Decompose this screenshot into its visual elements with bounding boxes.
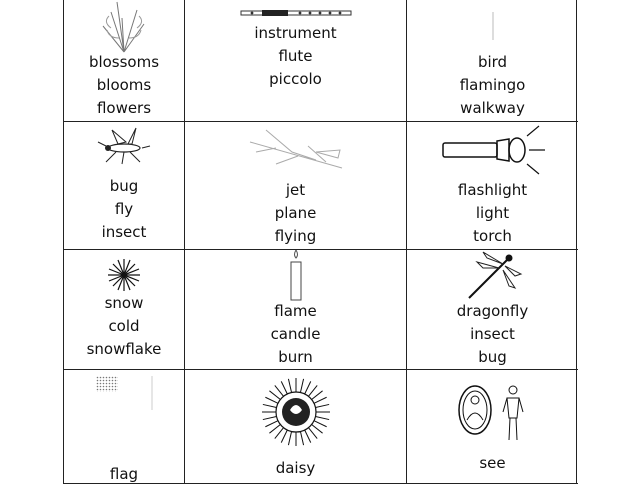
word: piccolo	[269, 70, 322, 88]
vocabulary-card-grid	[63, 0, 577, 484]
word: burn	[278, 348, 313, 366]
fly-icon	[64, 126, 184, 166]
snowflake-icon	[64, 257, 184, 293]
card-snowflake	[64, 250, 185, 370]
flag-icon	[64, 376, 184, 412]
word: walkway	[460, 99, 525, 117]
word: fly	[114, 200, 134, 218]
jet-icon	[185, 122, 406, 178]
word: flashlight	[457, 181, 528, 199]
card-dragonfly	[407, 250, 578, 370]
word: blossoms	[88, 53, 160, 71]
card-flowers	[64, 0, 185, 122]
flowers-icon	[64, 0, 184, 52]
card-daisy	[185, 370, 407, 484]
word: flying	[274, 227, 317, 245]
word: daisy	[275, 459, 316, 477]
flamingo-icon	[407, 12, 578, 42]
word: jet	[285, 181, 306, 199]
dragonfly-icon	[407, 250, 578, 300]
card-flashlight	[407, 122, 578, 250]
card-flag	[64, 370, 185, 484]
word: torch	[473, 227, 512, 245]
word: flame	[274, 302, 317, 320]
word: see	[479, 454, 506, 472]
card-flamingo	[407, 0, 578, 122]
card-candle	[185, 250, 407, 370]
word: bug	[478, 348, 507, 366]
word: instrument	[254, 24, 337, 42]
word: candle	[270, 325, 321, 343]
daisy-icon	[185, 376, 406, 448]
flashlight-icon	[407, 126, 578, 174]
word: snow	[104, 294, 144, 312]
word: snowflake	[86, 340, 162, 358]
card-flute	[185, 0, 407, 122]
word: flute	[278, 47, 313, 65]
word: insect	[470, 325, 515, 343]
word: bird	[477, 53, 508, 71]
card-jet	[185, 122, 407, 250]
card-fly	[64, 122, 185, 250]
mirror-icon	[407, 378, 578, 454]
word: flamingo	[459, 76, 526, 94]
word: plane	[274, 204, 317, 222]
word: insect	[101, 223, 147, 241]
word: flag	[109, 465, 139, 483]
word: light	[475, 204, 510, 222]
word: flowers	[96, 99, 152, 117]
candle-icon	[185, 250, 406, 300]
word: cold	[108, 317, 140, 335]
word: blooms	[96, 76, 152, 94]
word: bug	[109, 177, 139, 195]
flute-icon	[185, 8, 406, 18]
word: dragonfly	[456, 302, 529, 320]
card-mirror	[407, 370, 578, 484]
